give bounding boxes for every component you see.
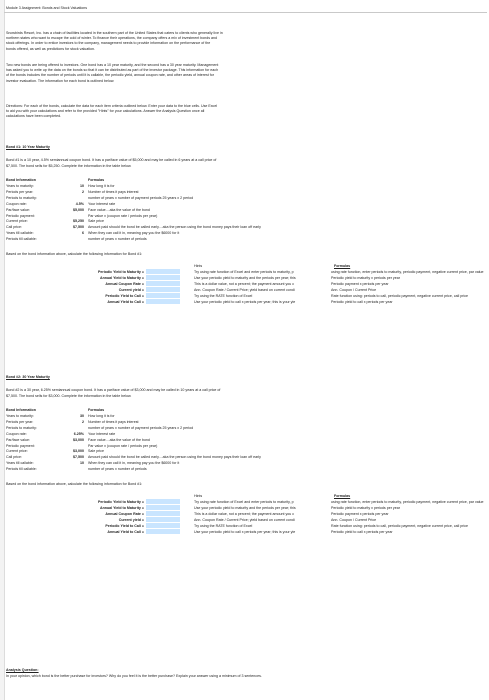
analysis-heading: Analysis Question: <box>6 668 39 672</box>
bond2-formulas-header: Formulas <box>88 408 105 412</box>
bond2-calc-input-cell[interactable] <box>146 517 180 522</box>
bond2-calc-input-cell[interactable] <box>146 505 180 510</box>
bond2-calc-hint: Use your periodic yield to maturity and the periods per year; this <box>194 505 296 510</box>
bond2-hints-header: Hints <box>194 494 203 498</box>
bond1-row-formula: number of years x number of payment periods 25 years x 2 period <box>88 195 194 200</box>
row-header-gutter <box>0 0 5 700</box>
bond2-row-formula: Your interest rate <box>88 431 116 436</box>
bond1-calc-hint: Try using the RATE function of Excel <box>194 293 253 298</box>
bond2-calc-input-cell[interactable] <box>146 523 180 528</box>
intro2-line: investor evaluation. The information for each bond is outlined below. <box>6 78 115 83</box>
bond2-row-formula: How long it is for <box>88 414 115 418</box>
bond2-calc-input-cell[interactable] <box>146 529 180 534</box>
bond2-row-label: Coupon rate: <box>6 431 27 436</box>
bond2-row-label: Par/face value: <box>6 437 30 442</box>
bond1-calc-hint: Try using rate function of Excel and enter periods to maturity, p <box>194 269 294 274</box>
bond1-calc-hint: This is a dollar value, not a percent; the payment amount you c <box>194 281 295 286</box>
bond1-calc-input-cell[interactable] <box>146 275 180 280</box>
bond2-row-formula: Number of times it pays interest <box>88 419 139 424</box>
bond1-row-formula: Number of times it pays interest <box>88 189 139 194</box>
directions-line: to aid you with your calculations and refer to the provided "Hints" for your calculations. Answer the Analysis Question once all <box>6 109 205 114</box>
bond1-calc-input-cell[interactable] <box>146 287 180 292</box>
bond2-row-formula: Face value....aka the value of the bond <box>88 437 150 442</box>
bond1-calc-formulas-header: Formulas <box>334 264 351 268</box>
bond1-row-value[interactable]: 2 <box>82 189 84 194</box>
bond2-heading: Bond #2: 30 Year Maturity <box>6 375 50 379</box>
analysis-question: In your opinion, which bond is the better purchase for investors? Why do you feel it is the better purchase? Explain your answer using a minimum of 3 sentences. <box>6 674 262 678</box>
bond1-row-formula: When they can call it in, meaning pay you the $6000 for it <box>88 231 180 236</box>
intro-line: northern states who want to escape the cold of winter. To finance their operations, the company offers a mix of investment bonds and <box>6 36 218 41</box>
bond2-row-label: Periods per year: <box>6 419 34 424</box>
bond1-calc-hint: Use your periodic yield to maturity and the periods per year; this <box>194 275 296 280</box>
bond1-heading: Bond #1: 10 Year Maturity <box>6 145 50 149</box>
bond1-calc-input-cell[interactable] <box>146 293 180 298</box>
bond1-calc-hint: Use your periodic yield to call x periods per year; this is your yie <box>194 299 296 304</box>
bond1-row-value[interactable]: $7,500 <box>73 225 84 230</box>
bond1-row-label: Years till callable: <box>6 231 34 236</box>
bond1-row-label: Current price: <box>6 219 28 224</box>
bond2-row-formula: number of years x number of payment periods 25 years x 2 period <box>88 425 194 430</box>
bond2-calc-formula: Periodic payment x periods per year <box>331 511 389 516</box>
bond1-calc-formula: Periodic yield to maturity x periods per year <box>331 275 400 280</box>
bond1-row-value[interactable]: 10 <box>80 184 84 188</box>
bond2-row-label: Periods to maturity: <box>6 425 37 430</box>
bond2-calc-hint: Use your periodic yield to call x periods per year; this is your yie <box>194 529 296 534</box>
title-divider <box>4 12 487 13</box>
bond2-bond-information-header: Bond Information <box>6 408 36 412</box>
bond1-row-label: Coupon rate: <box>6 201 27 206</box>
bond2-calc-formula: Rate function using: periods to call, periodic payment, negative current price, call price <box>331 523 469 528</box>
bond1-calc-label: Periodic Yield to Call = <box>105 293 144 298</box>
intro-line: stock offerings. In order to entice investors to the company, management needs to provide information on the performance of the <box>6 41 211 46</box>
bond1-calc-input-cell[interactable] <box>146 299 180 304</box>
bond2-calc-input-cell[interactable] <box>146 499 180 504</box>
bond1-row-value[interactable]: $5,000 <box>73 207 84 212</box>
intro2-line: has asked you to write up the data on the bonds so that it can be distributed as part of the investor package. This information for each <box>6 68 219 73</box>
bond2-calc-hint: Ann. Coupon Rate / Current Price; yield based on current condi <box>194 517 295 522</box>
bond1-calc-formula: Periodic payment x periods per year <box>331 281 389 286</box>
bond1-row-formula: Amount paid should the bond be called early....aka the person using the bond money pays their loan off early <box>88 225 261 230</box>
bond2-calc-formula: Ann. Coupon / Current Price <box>331 517 377 522</box>
bond1-calc-formula: Rate function using: periods to call, periodic payment, negative current price, call price <box>331 293 469 298</box>
bond2-description-line: Bond #2 is a 30 year, 6.25% semiannual coupon bond. It has a par/face value of $3,000 and may be called in 10 years at a call price of <box>6 388 221 392</box>
bond1-bond-information-header: Bond Information <box>6 178 36 182</box>
bond2-calc-input-cell[interactable] <box>146 511 180 516</box>
bond1-calc-label: Annual Coupon Rate = <box>105 281 144 286</box>
bond1-calc-formula: using rate function, enter periods to maturity, periodic payment, negative current price, par value <box>331 269 484 274</box>
bond2-row-label: Years till callable: <box>6 461 34 466</box>
bond1-row-label: Periods per year: <box>6 189 34 194</box>
bond1-row-value[interactable]: 6 <box>82 231 84 236</box>
bond2-row-formula: Par value x (coupon rate / periods per year) <box>88 443 158 448</box>
bond1-hints-header: Hints <box>194 264 203 268</box>
bond1-row-label: Periods to maturity: <box>6 195 37 200</box>
directions-line: Directions: For each of the bonds, calculate the data for each item criteria outlined below. Enter your data to the blue cells. Use Excel <box>6 104 218 108</box>
bond1-calc-label: Current yield = <box>118 287 144 292</box>
bond2-calc-formulas-header: Formulas <box>334 494 351 498</box>
bond1-calc-hint: Ann. Coupon Rate / Current Price; yield based on current condi <box>194 287 295 292</box>
intro-line: bonds offered, as well as predictions for stock valuation. <box>6 46 96 51</box>
bond2-row-label: Years to maturity: <box>6 414 34 418</box>
bond2-calc-formula: using rate function, enter periods to maturity, periodic payment, negative current price, par value <box>331 499 484 504</box>
directions-line: calculations have been completed. <box>6 114 62 119</box>
bond2-row-value[interactable]: $3,000 <box>73 449 84 454</box>
bond2-row-value[interactable]: $3,000 <box>73 437 84 442</box>
bond2-calc-label: Periodic Yield to Maturity = <box>97 499 144 504</box>
intro2-line: Two new bonds are being offered to investors. One bond has a 10 year maturity, and the second has a 30 year maturity. Management <box>6 63 219 67</box>
bond1-row-formula: number of years x number of periods <box>88 237 147 242</box>
bond1-description-line: $7,500. The bond sells for $5,250. Complete the information in the table below. <box>6 163 132 168</box>
bond2-calc-formula: Periodic yield to call x periods per year <box>331 529 393 534</box>
bond1-description-line: Bond #1 is a 10 year, 4.5% semiannual coupon bond. It has a par/face value of $5,000 and may be called in 6 years at a call price of <box>6 158 217 162</box>
bond1-calc-input-cell[interactable] <box>146 281 180 286</box>
bond1-row-label: Par/face value: <box>6 207 30 212</box>
bond1-calc-label: Annual Yield to Call = <box>107 299 144 304</box>
bond2-calc-formula: Periodic yield to maturity x periods per year <box>331 505 400 510</box>
bond2-row-value[interactable]: $7,500 <box>73 455 84 460</box>
intro2-line: of the bonds includes the number of periods until it is callable, the periodic yield, annual coupon rate, and other areas of interest for <box>6 73 214 78</box>
bond1-row-formula: Your interest rate <box>88 201 116 206</box>
bond2-row-value[interactable]: 6.25% <box>73 431 84 436</box>
bond2-row-label: Call price: <box>6 455 22 460</box>
bond1-calc-intro: Based on the bond information above, calculate the following information for Bond #1: <box>6 252 143 256</box>
bond2-row-formula: Sale price <box>88 449 104 454</box>
bond1-row-label: Periodic payment: <box>6 213 35 218</box>
bond2-calc-hint: Try using rate function of Excel and enter periods to maturity, p <box>194 499 294 504</box>
bond1-row-value[interactable]: $5,250 <box>73 219 84 224</box>
bond1-calc-label: Periodic Yield to Maturity = <box>97 269 144 274</box>
bond1-row-label: Call price: <box>6 225 22 230</box>
bond2-calc-intro: Based on the bond information above, calculate the following information for Bond #1: <box>6 482 143 486</box>
bond2-calc-label: Annual Coupon Rate = <box>105 511 144 516</box>
intro-line: Snowbirds Resort, Inc. has a chain of facilities located in the southern part of the United States that caters to clients who generally live in <box>6 31 223 35</box>
module-title: Module 3 Assignment: Bonds and Stock Valuations <box>6 6 88 10</box>
bond2-calc-label: Current yield = <box>118 517 144 522</box>
bond1-calc-label: Annual Yield to Maturity = <box>99 275 144 280</box>
bond2-row-value[interactable]: 30 <box>80 414 84 418</box>
bond1-row-formula: Sale price <box>88 219 104 224</box>
bond2-row-formula: When they can call it in, meaning pay you the $6000 for it <box>88 461 180 466</box>
bond2-row-label: Current price: <box>6 449 28 454</box>
bond1-row-value[interactable]: 4.5% <box>75 201 84 206</box>
bond2-calc-label: Annual Yield to Maturity = <box>99 505 144 510</box>
bond2-calc-hint: This is a dollar value, not a percent; the payment amount you c <box>194 511 295 516</box>
bond1-calc-formula: Ann. Coupon / Current Price <box>331 287 377 292</box>
bond1-calc-formula: Periodic yield to call x periods per year <box>331 299 393 304</box>
bond1-calc-input-cell[interactable] <box>146 269 180 274</box>
bond2-row-formula: Amount paid should the bond be called early....aka the person using the bond money pays their loan off early <box>88 455 261 460</box>
bond1-row-formula: Face value....aka the value of the bond <box>88 207 150 212</box>
bond2-calc-label: Annual Yield to Call = <box>107 529 144 534</box>
bond2-calc-label: Periodic Yield to Call = <box>105 523 144 528</box>
bond2-row-label: Periodic payment: <box>6 443 35 448</box>
bond2-row-value[interactable]: 2 <box>82 419 84 424</box>
bond2-calc-hint: Try using the RATE function of Excel <box>194 523 253 528</box>
bond1-row-label: Periods till callable: <box>6 237 37 242</box>
bond1-row-label: Years to maturity: <box>6 184 34 188</box>
bond1-row-formula: How long it is for <box>88 184 115 188</box>
bond2-row-formula: number of years x number of periods <box>88 467 147 472</box>
bond2-row-label: Periods till callable: <box>6 467 37 472</box>
bond2-row-value[interactable]: 10 <box>80 461 84 466</box>
bond1-formulas-header: Formulas <box>88 178 105 182</box>
bond2-description-line: $7,500. The bond sells for $3,000. Complete the information in the table below. <box>6 393 132 398</box>
bond1-row-formula: Par value x (coupon rate / periods per year) <box>88 213 158 218</box>
